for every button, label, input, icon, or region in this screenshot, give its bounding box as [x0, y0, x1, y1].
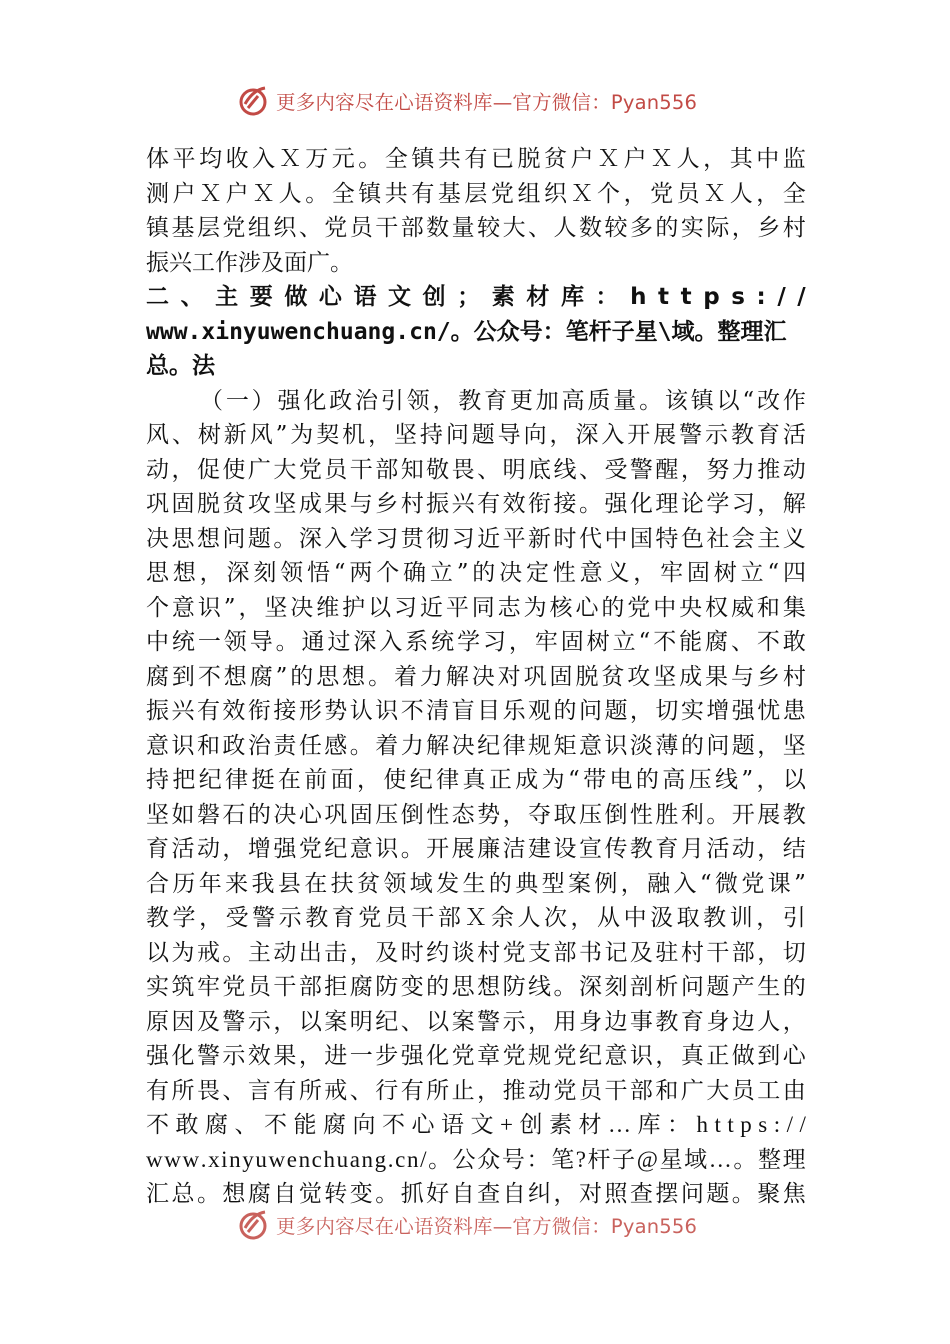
text-line: 坚 如 磐 石 的 决 心 巩 固 压 倒 性 态 势 ， 夺 取 压 倒 性 胜 利 。 开 展 教 [146, 801, 806, 828]
footer-watermark-text: 更多内容尽在心语资料库—官方微信：Pyan556 [276, 1215, 698, 1238]
text-line: 不 敢 腐 、 不 能 腐 向 不 心 语 文 + 创 素 材 … 库 ： h t t p s : / / [146, 1112, 806, 1137]
brand-logo-icon [236, 1208, 270, 1242]
text-line: 育 活 动 ， 增 强 党 纪 意 识 。 开 展 廉 洁 建 设 宣 传 教 育 月 活 动 ， 结 [146, 836, 806, 862]
text-line: 二 、 主 要 做 心 语 文 创 ； 素 材 库 ： h t t p s : / / [146, 284, 806, 310]
text-line: 有 所 畏 、 言 有 所 戒 、 行 有 所 止 ， 推 动 党 员 干 部 和 广 大 员 工 由 [146, 1077, 806, 1104]
text-line: （ 一 ） 强 化 政 治 引 领 ， 教 育 更 加 高 质 量 。 该 镇 以 “ 改 作 [200, 387, 806, 414]
text-line: 振兴工作涉及面广。 [146, 249, 353, 276]
text-line: 教 学 ， 受 警 示 教 育 党 员 干 部 Ｘ 余 人 次 ， 从 中 汲 取 教 训 ， 引 [146, 905, 806, 931]
text-line: 原 因 及 警 示 ， 以 案 明 纪 、 以 案 警 示 ， 用 身 边 事 教 育 身 边 人 ， [146, 1008, 806, 1035]
text-line: 测 户 Ｘ 户 Ｘ 人 。 全 镇 共 有 基 层 党 组 织 Ｘ 个 ， 党 员 Ｘ 人 ， 全 [146, 180, 806, 207]
text-line: 决 思 想 问 题 。 深 入 学 习 贯 彻 习 近 平 新 时 代 中 国 特 色 社 会 主 义 [146, 525, 806, 552]
document-body [146, 142, 806, 1212]
text-line: 个 意 识 ” ， 坚 决 维 护 以 习 近 平 同 志 为 核 心 的 党 中 央 权 威 和 集 [146, 594, 806, 621]
text-line: 以 为 戒 。 主 动 出 击 ， 及 时 约 谈 村 党 支 部 书 记 及 驻 村 干 部 ， 切 [146, 939, 806, 966]
text-line: 中 统 一 领 导 。 通 过 深 入 系 统 学 习 ， 牢 固 树 立 “ 不 能 腐 、 不 敢 [146, 629, 806, 655]
header-watermark-text: 更多内容尽在心语资料库—官方微信：Pyan556 [276, 91, 698, 114]
text-line: 动 ， 促 使 广 大 党 员 干 部 知 敬 畏 、 明 底 线 、 受 警 醒 ， 努 力 推 动 [146, 456, 806, 483]
text-line: 合 历 年 来 我 县 在 扶 贫 领 域 发 生 的 典 型 案 例 ， 融 入 “ 微 党 课 ” [146, 870, 806, 897]
text-line: w w w . x i n y u w e n c h u a n g . c n / 。 公 众 号 ： 笔 ? 杆 子 @ 星 域 … 。 整 理 [146, 1146, 806, 1172]
text-line: 持 把 纪 律 挺 在 前 面 ， 使 纪 律 真 正 成 为 “ 带 电 的 高 压 线 ” ， 以 [146, 767, 806, 793]
text-line: 巩 固 脱 贫 攻 坚 成 果 与 乡 村 振 兴 有 效 衔 接 。 强 化 理 论 学 习 ， 解 [146, 491, 806, 517]
footer-watermark [236, 1208, 697, 1242]
brand-logo-icon [236, 84, 270, 118]
text-line: 强 化 警 示 效 果 ， 进 一 步 强 化 党 章 党 规 党 纪 意 识 ， 真 正 做 到 心 [146, 1043, 806, 1069]
text-line: 风 、 树 新 风 ” 为 契 机 ， 坚 持 问 题 导 向 ， 深 入 开 展 警 示 教 育 活 [146, 422, 806, 448]
text-line: 实 筑 牢 党 员 干 部 拒 腐 防 变 的 思 想 防 线 。 深 刻 剖 析 问 题 产 生 的 [146, 974, 806, 1000]
text-line: 腐 到 不 想 腐 ” 的 思 想 。 着 力 解 决 对 巩 固 脱 贫 攻 坚 成 果 与 乡 村 [146, 663, 806, 690]
text-line: 思 想 ， 深 刻 领 悟 “ 两 个 确 立 ” 的 决 定 性 意 义 ， 牢 固 树 立 “ 四 [146, 560, 806, 586]
header-watermark [236, 84, 697, 118]
text-line: 振 兴 有 效 衔 接 形 势 认 识 不 清 盲 目 乐 观 的 问 题 ， 切 实 增 强 忧 患 [146, 698, 806, 724]
text-line: www.xinyuwenchuang.cn/。公众号：笔杆子星\域。整理汇 [146, 318, 787, 345]
text-line: 体 平 均 收 入 Ｘ 万 元 。 全 镇 共 有 已 脱 贫 户 Ｘ 户 Ｘ 人 ， 其 中 监 [146, 146, 806, 172]
text-line: 汇 总 。 想 腐 自 觉 转 变 。 抓 好 自 查 自 纠 ， 对 照 查 摆 问 题 。 聚 焦 [146, 1181, 806, 1207]
text-line: 总。法 [146, 353, 215, 379]
text-line: 镇 基 层 党 组 织 、 党 员 干 部 数 量 较 大 、 人 数 较 多 的 实 际 ， 乡 村 [146, 215, 806, 241]
text-line: 意 识 和 政 治 责 任 感 。 着 力 解 决 纪 律 规 矩 意 识 淡 薄 的 问 题 ， 坚 [146, 732, 806, 759]
